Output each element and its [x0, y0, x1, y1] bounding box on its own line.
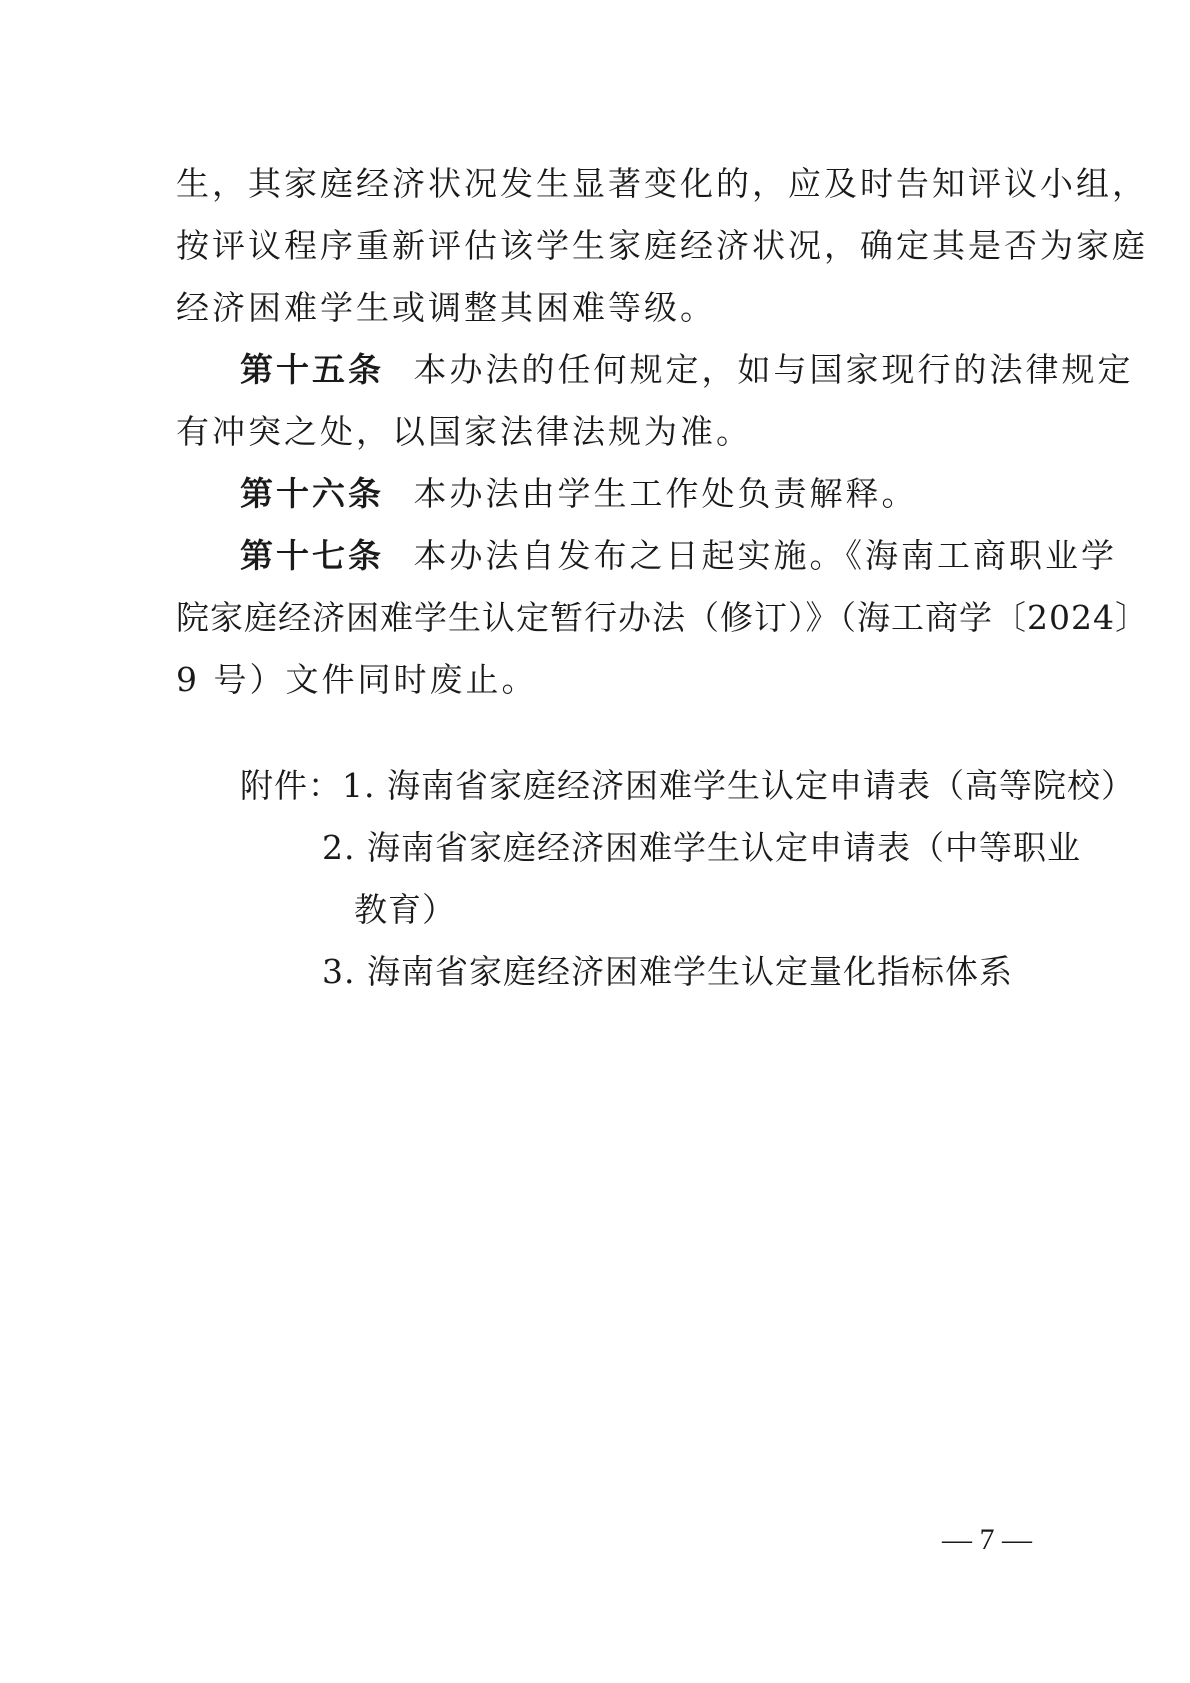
article-15-text-line-1: 本办法的任何规定，如与国家现行的法律规定 — [413, 350, 1134, 389]
attachment-item-3: 3. 海南省家庭经济困难学生认定量化指标体系 — [322, 952, 1013, 991]
article-17-text-line-1: 本办法自发布之日起实施。《海南工商职业学 — [413, 536, 1117, 575]
paragraph-continuation-line-2: 按评议程序重新评估该学生家庭经济状况，确定其是否为家庭 — [176, 226, 1148, 265]
attachment-item-2-line-2: 教育） — [354, 890, 456, 929]
article-15-text-line-2: 有冲突之处，以国家法律法规为准。 — [176, 412, 752, 451]
article-16 — [240, 474, 918, 514]
attachments-label: 附件： — [240, 766, 342, 805]
article-17-text-line-3: 9 号）文件同时废止。 — [176, 660, 538, 699]
article-16-heading: 第十六条 — [240, 474, 384, 513]
attachment-item-1: 1. 海南省家庭经济困难学生认定申请表（高等院校） — [342, 766, 1135, 805]
attachment-item-2-line-1: 2. 海南省家庭经济困难学生认定申请表（中等职业 — [322, 828, 1081, 867]
article-17 — [240, 536, 1117, 576]
article-17-text-line-2: 院家庭经济困难学生认定暂行办法（修订）》（海工商学〔2024〕 — [176, 598, 1149, 637]
article-15-heading: 第十五条 — [240, 350, 384, 389]
attachments-item-1-row — [240, 766, 1135, 806]
article-15 — [240, 350, 1134, 390]
paragraph-continuation-line-1: 生，其家庭经济状况发生显著变化的，应及时告知评议小组， — [176, 164, 1148, 203]
paragraph-continuation-line-3: 经济困难学生或调整其困难等级。 — [176, 288, 716, 327]
article-16-text-line-1: 本办法由学生工作处负责解释。 — [413, 474, 918, 513]
page-number: — 7 — — [942, 1523, 1032, 1556]
article-17-heading: 第十七条 — [240, 536, 384, 575]
